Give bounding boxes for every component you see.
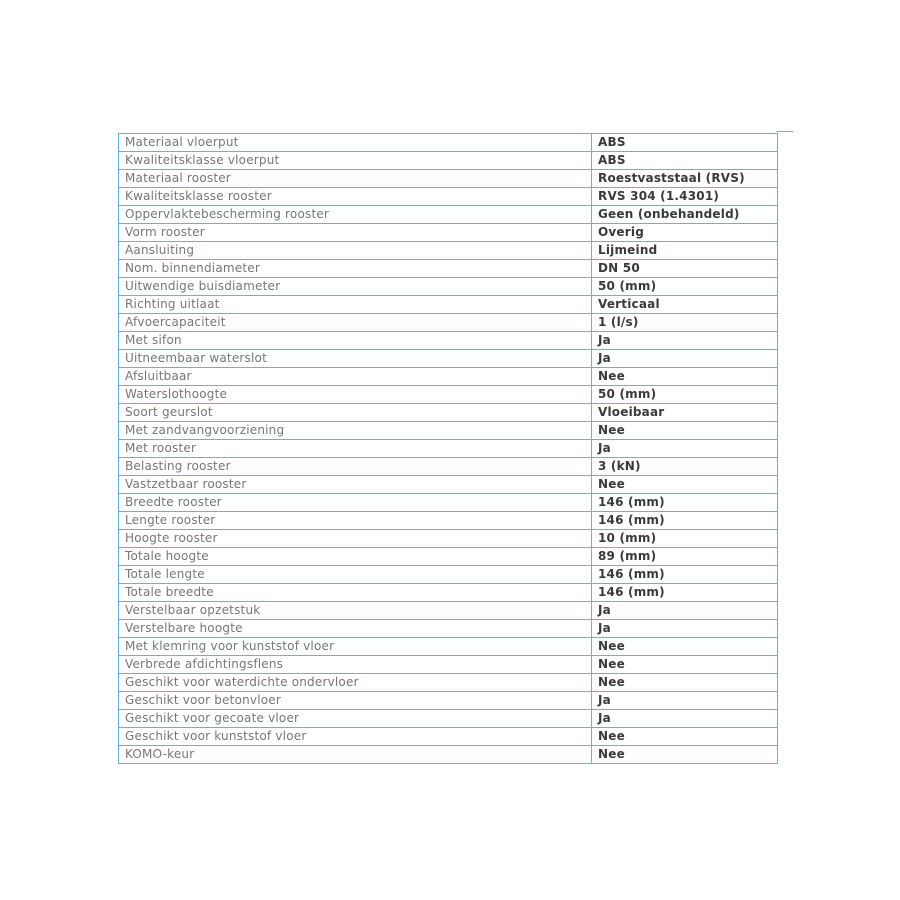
spec-label: KOMO-keur [119, 746, 592, 764]
spec-value: Nee [592, 674, 778, 692]
specification-table-body [119, 134, 778, 764]
table-row [119, 638, 778, 656]
spec-value: Ja [592, 332, 778, 350]
table-row [119, 620, 778, 638]
table-row [119, 332, 778, 350]
spec-value: Ja [592, 710, 778, 728]
spec-label: Richting uitlaat [119, 296, 592, 314]
spec-value: ABS [592, 152, 778, 170]
spec-value: Nee [592, 746, 778, 764]
table-row [119, 278, 778, 296]
table-row [119, 422, 778, 440]
table-row [119, 260, 778, 278]
spec-label: Belasting rooster [119, 458, 592, 476]
spec-value: RVS 304 (1.4301) [592, 188, 778, 206]
spec-label: Verbrede afdichtingsflens [119, 656, 592, 674]
table-row [119, 566, 778, 584]
spec-value: Nee [592, 728, 778, 746]
table-row [119, 548, 778, 566]
table-row [119, 188, 778, 206]
spec-value: ABS [592, 134, 778, 152]
table-row [119, 476, 778, 494]
spec-label: Lengte rooster [119, 512, 592, 530]
spec-label: Aansluiting [119, 242, 592, 260]
spec-value: Overig [592, 224, 778, 242]
spec-label: Kwaliteitsklasse rooster [119, 188, 592, 206]
spec-label: Soort geurslot [119, 404, 592, 422]
spec-label: Nom. binnendiameter [119, 260, 592, 278]
table-row [119, 224, 778, 242]
table-row [119, 368, 778, 386]
spec-value: Lijmeind [592, 242, 778, 260]
table-row [119, 692, 778, 710]
table-row [119, 458, 778, 476]
spec-value: 146 (mm) [592, 512, 778, 530]
spec-value: 89 (mm) [592, 548, 778, 566]
spec-label: Totale hoogte [119, 548, 592, 566]
spec-value: Geen (onbehandeld) [592, 206, 778, 224]
table-row [119, 314, 778, 332]
spec-value: Nee [592, 422, 778, 440]
spec-label: Hoogte rooster [119, 530, 592, 548]
table-row [119, 602, 778, 620]
spec-label: Vorm rooster [119, 224, 592, 242]
spec-label: Verstelbaar opzetstuk [119, 602, 592, 620]
spec-label: Oppervlaktebescherming rooster [119, 206, 592, 224]
spec-label: Uitneembaar waterslot [119, 350, 592, 368]
spec-value: 10 (mm) [592, 530, 778, 548]
spec-value: Ja [592, 602, 778, 620]
spec-label: Afsluitbaar [119, 368, 592, 386]
spec-label: Kwaliteitsklasse vloerput [119, 152, 592, 170]
spec-value: DN 50 [592, 260, 778, 278]
spec-label: Verstelbare hoogte [119, 620, 592, 638]
specification-table [118, 133, 778, 764]
spec-label: Met rooster [119, 440, 592, 458]
spec-label: Met zandvangvoorziening [119, 422, 592, 440]
spec-value: Nee [592, 656, 778, 674]
spec-label: Totale breedte [119, 584, 592, 602]
spec-value: Ja [592, 692, 778, 710]
spec-value: 50 (mm) [592, 386, 778, 404]
table-row [119, 440, 778, 458]
spec-value: Nee [592, 476, 778, 494]
table-row [119, 530, 778, 548]
table-row [119, 710, 778, 728]
spec-value: Vloeibaar [592, 404, 778, 422]
spec-label: Geschikt voor kunststof vloer [119, 728, 592, 746]
spec-value: Roestvaststaal (RVS) [592, 170, 778, 188]
specification-table-container [118, 133, 778, 764]
spec-value: Verticaal [592, 296, 778, 314]
spec-label: Waterslothoogte [119, 386, 592, 404]
table-row [119, 134, 778, 152]
table-row [119, 746, 778, 764]
spec-value: 50 (mm) [592, 278, 778, 296]
table-row [119, 242, 778, 260]
spec-label: Materiaal vloerput [119, 134, 592, 152]
spec-label: Totale lengte [119, 566, 592, 584]
spec-label: Breedte rooster [119, 494, 592, 512]
table-row [119, 674, 778, 692]
spec-value: 146 (mm) [592, 566, 778, 584]
table-top-rule-extension [776, 131, 793, 132]
spec-label: Materiaal rooster [119, 170, 592, 188]
table-row [119, 296, 778, 314]
table-row [119, 584, 778, 602]
spec-label: Geschikt voor gecoate vloer [119, 710, 592, 728]
spec-value: 146 (mm) [592, 494, 778, 512]
table-row [119, 386, 778, 404]
table-row [119, 152, 778, 170]
table-row [119, 170, 778, 188]
spec-label: Met sifon [119, 332, 592, 350]
spec-label: Vastzetbaar rooster [119, 476, 592, 494]
spec-value: Ja [592, 440, 778, 458]
spec-value: 146 (mm) [592, 584, 778, 602]
table-row [119, 512, 778, 530]
spec-label: Met klemring voor kunststof vloer [119, 638, 592, 656]
table-row [119, 404, 778, 422]
table-row [119, 656, 778, 674]
table-row [119, 350, 778, 368]
spec-value: Ja [592, 350, 778, 368]
spec-label: Geschikt voor waterdichte ondervloer [119, 674, 592, 692]
spec-label: Uitwendige buisdiameter [119, 278, 592, 296]
table-row [119, 494, 778, 512]
spec-label: Afvoercapaciteit [119, 314, 592, 332]
spec-value: Ja [592, 620, 778, 638]
spec-value: 1 (l/s) [592, 314, 778, 332]
spec-value: 3 (kN) [592, 458, 778, 476]
table-row [119, 206, 778, 224]
table-row [119, 728, 778, 746]
spec-value: Nee [592, 368, 778, 386]
spec-value: Nee [592, 638, 778, 656]
spec-label: Geschikt voor betonvloer [119, 692, 592, 710]
